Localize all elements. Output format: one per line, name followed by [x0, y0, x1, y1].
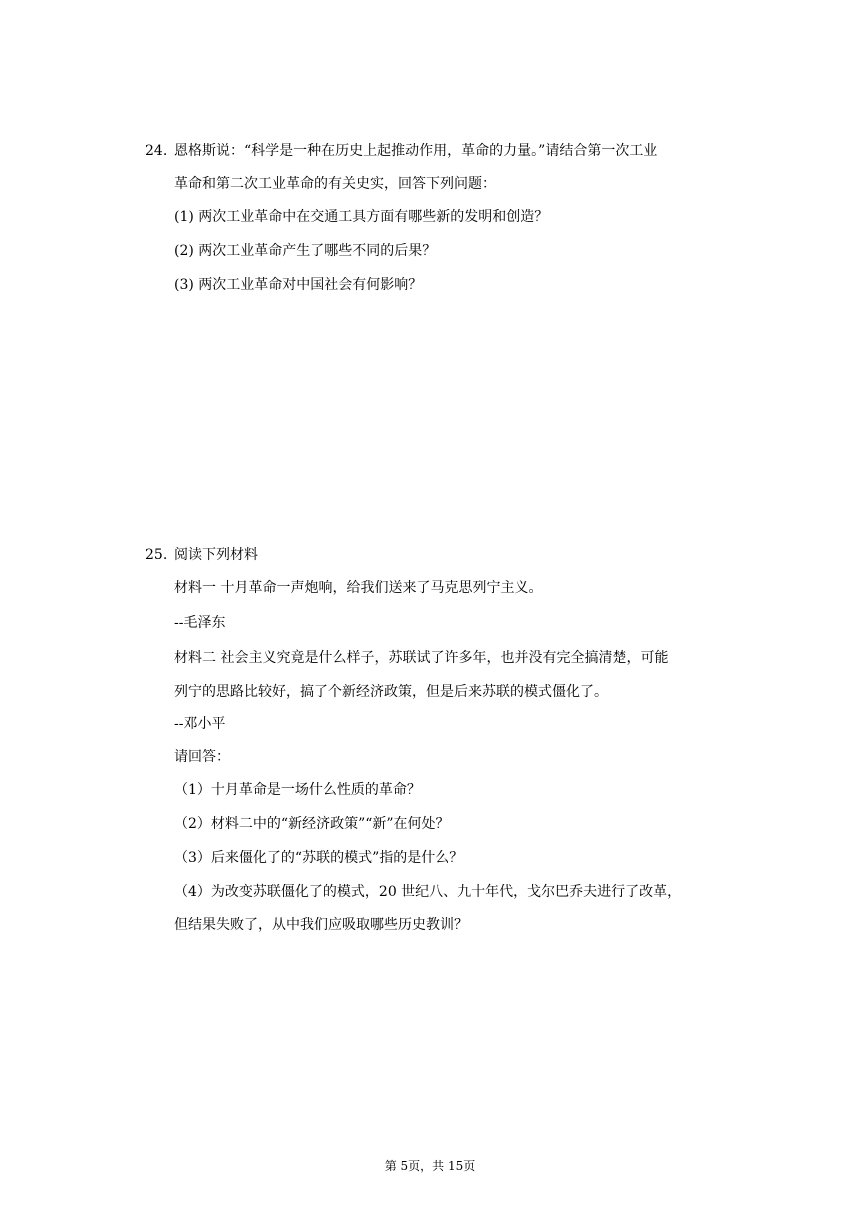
question-25-sub-4-line-2: 但结果失败了，从中我们应吸取哪些历史教训？	[174, 917, 468, 933]
question-25-sub-3: （3）后来僵化了的“苏联的模式”指的是什么？	[174, 850, 464, 866]
material-2-source: --邓小平	[174, 716, 226, 732]
question-25-number: 25.	[145, 547, 168, 563]
question-25-stem: 阅读下列材料	[174, 547, 258, 563]
question-24-stem-line-2: 革命和第二次工业革命的有关史实，回答下列问题：	[174, 176, 496, 192]
question-24-sub-1: (1) 两次工业革命中在交通工具方面有哪些新的发明和创造？	[174, 209, 549, 225]
page-number: 第 5页，共 15页	[384, 1159, 476, 1173]
material-1-source: --毛泽东	[174, 615, 226, 631]
material-2-line-2: 列宁的思路比较好，搞了个新经济政策，但是后来苏联的模式僵化了。	[174, 684, 608, 700]
page-footer	[0, 1158, 860, 1174]
question-24-number: 24.	[145, 143, 168, 159]
material-2-line-1: 材料二 社会主义究竟是什么样子，苏联试了许多年，也并没有完全搞清楚，可能	[174, 650, 669, 666]
question-25-sub-4-line-1: （4）为改变苏联僵化了的模式，20 世纪八、九十年代，戈尔巴乔夫进行了改革，	[174, 884, 682, 900]
answer-prompt: 请回答：	[174, 749, 230, 765]
question-25-sub-1: （1）十月革命是一场什么性质的革命？	[174, 782, 421, 798]
material-1: 材料一 十月革命一声炮响，给我们送来了马克思列宁主义。	[174, 580, 543, 596]
question-24-sub-3: (3) 两次工业革命对中国社会有何影响？	[174, 277, 423, 293]
question-24-stem-line-1: 恩格斯说：“科学是一种在历史上起推动作用，革命的力量。”请结合第一次工业	[174, 143, 658, 159]
question-25-sub-2: （2）材料二中的“新经济政策”“新”在何处？	[174, 816, 450, 832]
question-24-sub-2: (2) 两次工业革命产生了哪些不同的后果？	[174, 243, 437, 259]
